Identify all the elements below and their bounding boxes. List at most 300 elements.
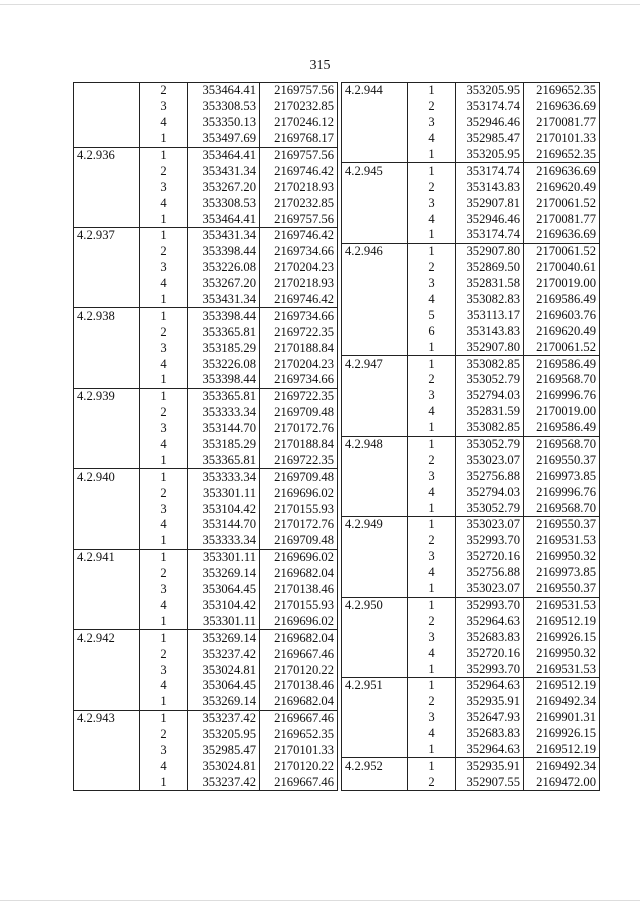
table-row — [74, 324, 338, 340]
point-number-cell: 2 — [408, 694, 456, 710]
y-coordinate-cell: 2169746.42 — [260, 228, 338, 244]
parcel-id-cell — [74, 292, 140, 308]
x-coordinate-cell: 353301.11 — [188, 613, 260, 629]
table-row — [74, 501, 338, 517]
x-coordinate-cell: 353333.34 — [188, 469, 260, 485]
x-coordinate-cell: 353365.81 — [188, 388, 260, 404]
x-coordinate-cell: 352993.70 — [456, 661, 524, 677]
y-coordinate-cell: 2169512.19 — [536, 741, 596, 756]
y-coordinate-cell: 2169709.48 — [274, 405, 334, 420]
point-number-cell: 2 — [140, 244, 188, 260]
y-coordinate-cell: 2169472.00 — [536, 774, 596, 789]
x-coordinate-cell: 353226.08 — [188, 260, 260, 276]
point-number-cell: 3 — [408, 115, 456, 131]
x-coordinate-cell: 353174.74 — [456, 227, 524, 243]
x-coordinate-cell: 353301.11 — [188, 549, 260, 565]
x-coordinate-cell: 352647.93 — [456, 710, 524, 726]
y-coordinate-cell: 2169652.35 — [536, 83, 596, 98]
parcel-id-cell — [342, 533, 408, 549]
parcel-id-cell — [342, 260, 408, 276]
parcel-id-cell — [74, 260, 140, 276]
table-row — [74, 533, 338, 549]
y-coordinate-cell: 2169709.48 — [274, 533, 334, 548]
x-coordinate-cell: 352964.63 — [456, 742, 524, 758]
x-coordinate-cell: 352683.83 — [456, 629, 524, 645]
point-number-cell: 2 — [140, 485, 188, 501]
parcel-id-cell — [74, 646, 140, 662]
parcel-id-cell — [342, 645, 408, 661]
x-coordinate-cell: 353185.29 — [188, 340, 260, 356]
x-coordinate-cell: 353497.69 — [188, 131, 260, 147]
x-coordinate-cell: 353144.70 — [188, 421, 260, 437]
y-coordinate-cell: 2169926.15 — [536, 629, 596, 644]
y-coordinate-cell: 2169950.32 — [536, 549, 596, 564]
y-coordinate-cell: 2169652.35 — [274, 727, 334, 742]
parcel-id-cell — [342, 211, 408, 227]
parcel-id-cell: 4.2.945 — [342, 163, 408, 179]
table-row — [74, 99, 338, 115]
y-coordinate-cell: 2169950.32 — [536, 645, 596, 660]
point-number-cell: 2 — [140, 324, 188, 340]
y-coordinate-cell: 2169568.70 — [536, 372, 596, 387]
x-coordinate-cell: 353205.95 — [188, 727, 260, 743]
x-coordinate-cell: 353064.45 — [188, 582, 260, 598]
table-row — [342, 420, 600, 436]
point-number-cell: 1 — [140, 630, 188, 646]
x-coordinate-cell: 353024.81 — [188, 662, 260, 678]
x-coordinate-cell: 353185.29 — [188, 437, 260, 453]
parcel-id-cell — [74, 727, 140, 743]
point-number-cell: 4 — [408, 484, 456, 500]
table-row — [342, 468, 600, 484]
table-row — [342, 115, 600, 131]
parcel-id-cell — [74, 99, 140, 115]
x-coordinate-cell: 352794.03 — [456, 484, 524, 500]
y-coordinate-cell: 2169586.49 — [536, 292, 596, 307]
y-coordinate-cell: 2169696.02 — [260, 549, 338, 565]
point-number-cell: 1 — [140, 388, 188, 404]
x-coordinate-cell: 353269.14 — [188, 694, 260, 710]
point-number-cell: 4 — [140, 276, 188, 292]
table-row — [342, 372, 600, 388]
x-coordinate-cell: 353269.14 — [188, 566, 260, 582]
parcel-id-cell — [74, 501, 140, 517]
y-coordinate-cell: 2169586.49 — [536, 420, 596, 435]
y-coordinate-cell: 2170101.33 — [536, 131, 596, 146]
table-row — [74, 405, 338, 421]
y-coordinate-cell: 2169652.35 — [536, 147, 596, 161]
y-coordinate-cell: 2169996.76 — [536, 388, 596, 403]
scan-edge-top — [0, 4, 640, 5]
table-row — [342, 323, 600, 339]
y-coordinate-cell: 2169973.85 — [536, 565, 596, 580]
x-coordinate-cell: 353301.11 — [188, 485, 260, 501]
y-coordinate-cell: 2169492.34 — [536, 694, 596, 709]
x-coordinate-cell: 353082.85 — [456, 356, 524, 372]
table-row — [342, 645, 600, 661]
table-row — [342, 131, 600, 147]
point-number-cell: 4 — [140, 437, 188, 453]
point-number-cell: 3 — [140, 99, 188, 115]
x-coordinate-cell: 353023.07 — [456, 581, 524, 597]
x-coordinate-cell: 352794.03 — [456, 388, 524, 404]
y-coordinate-cell: 2170061.52 — [524, 243, 600, 259]
y-coordinate-cell: 2169667.46 — [274, 774, 334, 789]
point-number-cell: 3 — [408, 710, 456, 726]
point-number-cell: 2 — [140, 405, 188, 421]
x-coordinate-cell: 353398.44 — [188, 372, 260, 388]
table-row — [74, 276, 338, 292]
parcel-id-cell — [342, 339, 408, 355]
table-row — [74, 710, 338, 726]
table-row — [74, 211, 338, 227]
y-coordinate-cell: 2170218.93 — [274, 276, 334, 291]
point-number-cell: 4 — [140, 115, 188, 131]
parcel-id-cell — [74, 694, 140, 710]
x-coordinate-cell: 353113.17 — [456, 307, 524, 323]
y-coordinate-cell: 2170019.00 — [536, 276, 596, 291]
parcel-id-cell — [74, 131, 140, 147]
parcel-id-cell — [74, 678, 140, 694]
x-coordinate-cell: 352985.47 — [188, 743, 260, 759]
table-row — [74, 566, 338, 582]
point-number-cell: 1 — [408, 661, 456, 677]
point-number-cell: 1 — [408, 677, 456, 693]
parcel-id-cell — [74, 195, 140, 211]
x-coordinate-cell: 353333.34 — [188, 405, 260, 421]
parcel-id-cell — [342, 131, 408, 147]
y-coordinate-cell: 2169746.42 — [274, 163, 334, 178]
table-row — [74, 388, 338, 404]
parcel-id-cell — [74, 566, 140, 582]
y-coordinate-cell: 2170155.93 — [274, 597, 334, 612]
table-row — [74, 372, 338, 388]
x-coordinate-cell: 353350.13 — [188, 115, 260, 131]
parcel-id-cell — [342, 484, 408, 500]
table-row — [74, 549, 338, 565]
table-row — [342, 694, 600, 710]
scan-edge-bottom — [0, 900, 640, 901]
parcel-id-cell — [74, 452, 140, 468]
y-coordinate-cell: 2170138.46 — [274, 678, 334, 693]
x-coordinate-cell: 353269.14 — [188, 630, 260, 646]
table-row — [342, 452, 600, 468]
x-coordinate-cell: 353226.08 — [188, 356, 260, 372]
parcel-id-cell — [74, 598, 140, 614]
point-number-cell: 2 — [408, 260, 456, 276]
point-number-cell: 3 — [140, 179, 188, 195]
parcel-id-cell: 4.2.948 — [342, 436, 408, 452]
parcel-id-cell — [342, 276, 408, 292]
x-coordinate-cell: 353431.34 — [188, 163, 260, 179]
y-coordinate-cell: 2169768.17 — [274, 131, 334, 146]
x-coordinate-cell: 353104.42 — [188, 501, 260, 517]
table-row — [74, 195, 338, 211]
parcel-id-cell — [342, 307, 408, 323]
table-row — [74, 630, 338, 646]
point-number-cell: 1 — [408, 227, 456, 243]
point-number-cell: 1 — [408, 597, 456, 613]
point-number-cell: 3 — [408, 468, 456, 484]
x-coordinate-cell: 353308.53 — [188, 99, 260, 115]
y-coordinate-cell: 2169636.69 — [536, 227, 596, 242]
x-coordinate-cell: 353237.42 — [188, 646, 260, 662]
table-row — [74, 678, 338, 694]
point-number-cell: 1 — [408, 163, 456, 179]
coordinates-table-right — [341, 82, 600, 791]
parcel-id-cell: 4.2.939 — [74, 388, 140, 404]
x-coordinate-cell: 353052.79 — [456, 500, 524, 516]
point-number-cell: 1 — [140, 533, 188, 549]
point-number-cell: 4 — [408, 404, 456, 420]
x-coordinate-cell: 352907.80 — [456, 243, 524, 259]
table-row — [74, 437, 338, 453]
table-row — [74, 244, 338, 260]
parcel-id-cell — [342, 565, 408, 581]
table-row — [342, 388, 600, 404]
point-number-cell: 1 — [408, 147, 456, 163]
x-coordinate-cell: 353052.79 — [456, 436, 524, 452]
point-number-cell: 1 — [408, 758, 456, 774]
table-row — [342, 292, 600, 308]
x-coordinate-cell: 353431.34 — [188, 228, 260, 244]
point-number-cell: 1 — [408, 581, 456, 597]
table-row — [74, 582, 338, 598]
point-number-cell: 3 — [408, 195, 456, 211]
point-number-cell: 3 — [408, 629, 456, 645]
x-coordinate-cell: 353237.42 — [188, 774, 260, 790]
point-number-cell: 3 — [408, 388, 456, 404]
parcel-id-cell — [74, 613, 140, 629]
parcel-id-cell — [342, 581, 408, 597]
table-row — [74, 727, 338, 743]
parcel-id-cell — [74, 244, 140, 260]
parcel-id-cell — [342, 115, 408, 131]
y-coordinate-cell: 2169973.85 — [536, 468, 596, 483]
point-number-cell: 1 — [408, 83, 456, 99]
parcel-id-cell — [342, 227, 408, 243]
parcel-id-cell — [74, 179, 140, 195]
parcel-id-cell — [74, 517, 140, 533]
y-coordinate-cell: 2169709.48 — [260, 469, 338, 485]
point-number-cell: 3 — [140, 582, 188, 598]
y-coordinate-cell: 2169568.70 — [536, 500, 596, 515]
parcel-id-cell: 4.2.940 — [74, 469, 140, 485]
y-coordinate-cell: 2170120.22 — [274, 758, 334, 773]
table-row — [74, 694, 338, 710]
parcel-id-cell — [74, 774, 140, 790]
parcel-id-cell: 4.2.952 — [342, 758, 408, 774]
point-number-cell: 2 — [408, 372, 456, 388]
x-coordinate-cell: 353267.20 — [188, 276, 260, 292]
table-row — [342, 517, 600, 533]
x-coordinate-cell: 353365.81 — [188, 324, 260, 340]
y-coordinate-cell: 2169636.69 — [524, 163, 600, 179]
y-coordinate-cell: 2170081.77 — [536, 115, 596, 130]
page-number: 315 — [309, 58, 331, 73]
parcel-id-cell — [342, 323, 408, 339]
x-coordinate-cell: 352946.46 — [456, 115, 524, 131]
parcel-id-cell — [342, 726, 408, 742]
point-number-cell: 1 — [140, 211, 188, 227]
table-row — [342, 597, 600, 613]
x-coordinate-cell: 352964.63 — [456, 613, 524, 629]
table-row — [74, 340, 338, 356]
parcel-id-cell — [74, 743, 140, 759]
y-coordinate-cell: 2170188.84 — [274, 340, 334, 355]
x-coordinate-cell: 352720.16 — [456, 549, 524, 565]
table-row — [74, 260, 338, 276]
x-coordinate-cell: 353237.42 — [188, 710, 260, 726]
y-coordinate-cell: 2170081.77 — [536, 211, 596, 226]
table-row — [74, 598, 338, 614]
parcel-id-cell: 4.2.947 — [342, 356, 408, 372]
y-coordinate-cell: 2169492.34 — [524, 758, 600, 774]
parcel-id-cell — [74, 662, 140, 678]
table-row — [74, 758, 338, 774]
x-coordinate-cell: 353267.20 — [188, 179, 260, 195]
point-number-cell: 1 — [140, 228, 188, 244]
point-number-cell: 4 — [408, 292, 456, 308]
parcel-id-cell: 4.2.946 — [342, 243, 408, 259]
x-coordinate-cell: 353024.81 — [188, 758, 260, 774]
y-coordinate-cell: 2170204.23 — [274, 260, 334, 275]
parcel-id-cell: 4.2.937 — [74, 228, 140, 244]
point-number-cell: 1 — [408, 742, 456, 758]
parcel-id-cell: 4.2.943 — [74, 710, 140, 726]
point-number-cell: 1 — [140, 372, 188, 388]
parcel-id-cell — [74, 163, 140, 179]
y-coordinate-cell: 2169901.31 — [536, 710, 596, 725]
parcel-id-cell — [342, 742, 408, 758]
table-row — [342, 404, 600, 420]
point-number-cell: 4 — [140, 517, 188, 533]
y-coordinate-cell: 2169682.04 — [274, 694, 334, 709]
y-coordinate-cell: 2169550.37 — [536, 581, 596, 596]
point-number-cell: 1 — [140, 774, 188, 790]
parcel-id-cell — [74, 405, 140, 421]
x-coordinate-cell: 353023.07 — [456, 452, 524, 468]
parcel-id-cell: 4.2.936 — [74, 147, 140, 163]
y-coordinate-cell: 2169620.49 — [536, 323, 596, 338]
table-row — [74, 228, 338, 244]
x-coordinate-cell: 353082.85 — [456, 420, 524, 436]
table-row — [342, 774, 600, 790]
table-row — [342, 613, 600, 629]
table-row — [342, 243, 600, 259]
x-coordinate-cell: 353174.74 — [456, 99, 524, 115]
table-row — [342, 742, 600, 758]
y-coordinate-cell: 2169531.53 — [524, 597, 600, 613]
point-number-cell: 1 — [408, 243, 456, 259]
table-row — [342, 726, 600, 742]
x-coordinate-cell: 353023.07 — [456, 517, 524, 533]
parcel-id-cell — [74, 340, 140, 356]
point-number-cell: 6 — [408, 323, 456, 339]
point-number-cell: 4 — [140, 195, 188, 211]
y-coordinate-cell: 2169722.35 — [274, 452, 334, 467]
parcel-id-cell — [342, 661, 408, 677]
table-row — [342, 227, 600, 243]
y-coordinate-cell: 2169568.70 — [524, 436, 600, 452]
point-number-cell: 4 — [408, 211, 456, 227]
point-number-cell: 2 — [140, 163, 188, 179]
y-coordinate-cell: 2169734.66 — [260, 308, 338, 324]
parcel-id-cell — [342, 292, 408, 308]
table-row — [74, 662, 338, 678]
x-coordinate-cell: 353144.70 — [188, 517, 260, 533]
point-number-cell: 2 — [408, 99, 456, 115]
table-row — [342, 581, 600, 597]
y-coordinate-cell: 2169746.42 — [274, 292, 334, 307]
y-coordinate-cell: 2170040.61 — [536, 260, 596, 275]
point-number-cell: 3 — [140, 340, 188, 356]
point-number-cell: 2 — [408, 533, 456, 549]
y-coordinate-cell: 2169696.02 — [274, 485, 334, 500]
table-row — [74, 163, 338, 179]
parcel-id-cell — [342, 420, 408, 436]
coordinates-table-right-body — [342, 83, 600, 791]
y-coordinate-cell: 2170246.12 — [274, 115, 334, 130]
x-coordinate-cell: 353308.53 — [188, 195, 260, 211]
parcel-id-cell — [342, 710, 408, 726]
y-coordinate-cell: 2169512.19 — [536, 613, 596, 628]
point-number-cell: 4 — [140, 598, 188, 614]
parcel-id-cell — [74, 211, 140, 227]
point-number-cell: 1 — [140, 452, 188, 468]
y-coordinate-cell: 2169696.02 — [274, 613, 334, 628]
x-coordinate-cell: 353464.41 — [188, 83, 260, 99]
y-coordinate-cell: 2169722.35 — [260, 388, 338, 404]
x-coordinate-cell: 352907.80 — [456, 339, 524, 355]
parcel-id-cell — [342, 372, 408, 388]
y-coordinate-cell: 2169636.69 — [536, 99, 596, 114]
point-number-cell: 4 — [408, 726, 456, 742]
x-coordinate-cell: 352935.91 — [456, 758, 524, 774]
y-coordinate-cell: 2169512.19 — [524, 677, 600, 693]
table-row — [342, 500, 600, 516]
table-row — [342, 565, 600, 581]
table-row — [74, 646, 338, 662]
point-number-cell: 1 — [140, 694, 188, 710]
y-coordinate-cell: 2170061.52 — [536, 339, 596, 354]
table-row — [74, 517, 338, 533]
parcel-id-cell — [74, 276, 140, 292]
x-coordinate-cell: 353365.81 — [188, 452, 260, 468]
parcel-id-cell — [342, 147, 408, 163]
parcel-id-cell — [74, 533, 140, 549]
y-coordinate-cell: 2169531.53 — [536, 661, 596, 676]
table-row — [342, 195, 600, 211]
table-row — [74, 292, 338, 308]
y-coordinate-cell: 2169531.53 — [536, 533, 596, 548]
x-coordinate-cell: 352831.59 — [456, 404, 524, 420]
x-coordinate-cell: 352831.58 — [456, 276, 524, 292]
table-row — [74, 147, 338, 163]
y-coordinate-cell: 2170138.46 — [274, 582, 334, 597]
table-row — [342, 677, 600, 693]
table-row — [74, 743, 338, 759]
x-coordinate-cell: 352756.88 — [456, 565, 524, 581]
y-coordinate-cell: 2169667.46 — [274, 646, 334, 661]
point-number-cell: 1 — [140, 549, 188, 565]
table-row — [342, 533, 600, 549]
x-coordinate-cell: 353064.45 — [188, 678, 260, 694]
table-row — [74, 774, 338, 790]
parcel-id-cell — [74, 758, 140, 774]
x-coordinate-cell: 353464.41 — [188, 147, 260, 163]
table-row — [74, 115, 338, 131]
